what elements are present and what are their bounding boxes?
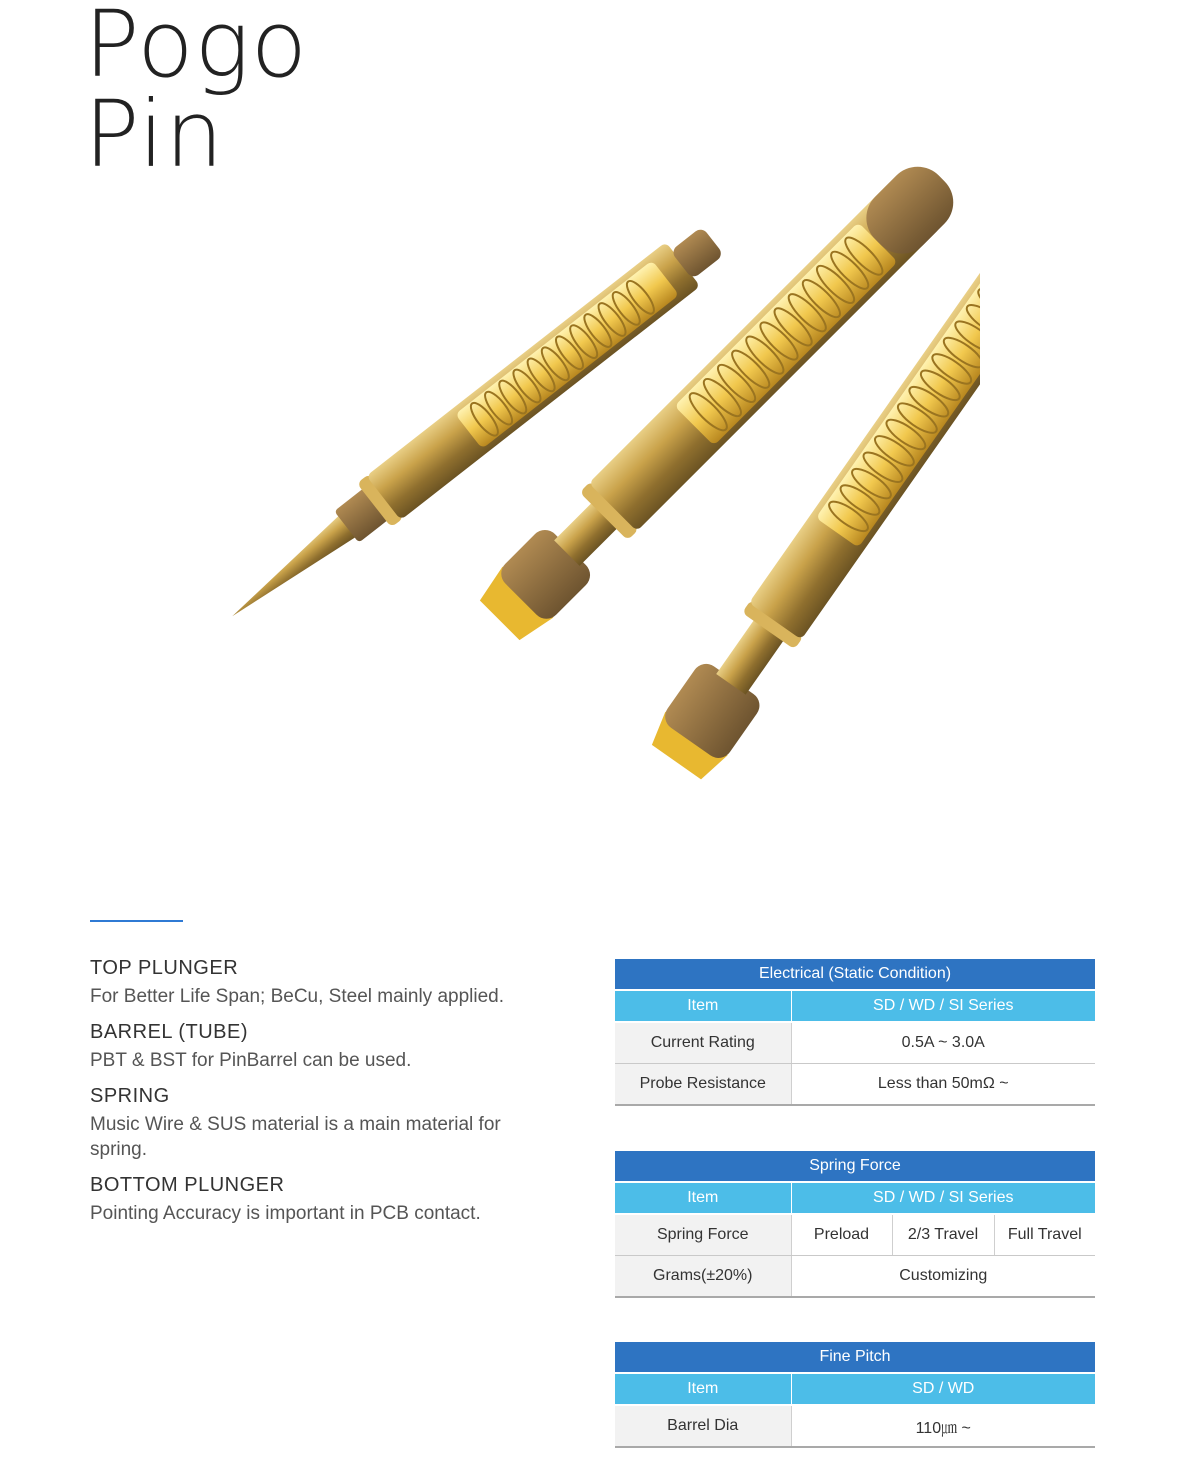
spec-barrel — [90, 1019, 560, 1073]
table-caption: Spring Force — [615, 1151, 1095, 1182]
spring-force-table — [615, 1151, 1095, 1298]
cell-preload: Preload — [791, 1214, 892, 1256]
cell-two-thirds-travel: 2/3 Travel — [892, 1214, 994, 1256]
spec-text: For Better Life Span; BeCu, Steel mainly applied. — [90, 986, 505, 1007]
table-caption: Electrical (Static Condition) — [615, 959, 1095, 990]
table-row — [615, 1256, 1095, 1298]
spec-text: Pointing Accuracy is important in PCB contact. — [90, 1203, 481, 1224]
pogo-pins-illustration — [200, 140, 980, 840]
column-header-series: SD / WD — [791, 1373, 1095, 1405]
spec-heading: BOTTOM PLUNGER — [90, 1174, 285, 1196]
row-label: Probe Resistance — [615, 1064, 791, 1106]
row-value: 110㎛ ~ — [791, 1405, 1095, 1447]
row-value: Customizing — [791, 1256, 1095, 1298]
column-header-series: SD / WD / SI Series — [791, 1182, 1095, 1214]
spec-list — [90, 955, 560, 1236]
column-header-item: Item — [615, 1182, 791, 1214]
spec-spring — [90, 1083, 560, 1162]
title-line-1: Pogo — [84, 0, 308, 98]
electrical-table — [615, 959, 1095, 1106]
spec-heading: TOP PLUNGER — [90, 957, 239, 979]
column-header-item: Item — [615, 990, 791, 1022]
spec-text: Music Wire & SUS material is a main material for spring. — [90, 1114, 501, 1160]
table-caption: Fine Pitch — [615, 1342, 1095, 1373]
table-row — [615, 1214, 1095, 1256]
cell-full-travel: Full Travel — [994, 1214, 1095, 1256]
spec-bottom-plunger — [90, 1172, 560, 1226]
spec-top-plunger — [90, 955, 560, 1009]
column-header-item: Item — [615, 1373, 791, 1405]
table-row — [615, 1022, 1095, 1064]
row-label: Current Rating — [615, 1022, 791, 1064]
accent-divider — [90, 920, 183, 922]
row-value: Less than 50mΩ ~ — [791, 1064, 1095, 1106]
row-label: Spring Force — [615, 1214, 791, 1256]
spec-heading: SPRING — [90, 1085, 170, 1107]
spec-heading: BARREL (TUBE) — [90, 1021, 249, 1043]
row-label: Grams(±20%) — [615, 1256, 791, 1298]
table-row — [615, 1064, 1095, 1106]
row-value: 0.5A ~ 3.0A — [791, 1022, 1095, 1064]
row-label: Barrel Dia — [615, 1405, 791, 1447]
title-line-2: Pin — [84, 81, 225, 188]
spec-text: PBT & BST for PinBarrel can be used. — [90, 1050, 412, 1071]
column-header-series: SD / WD / SI Series — [791, 990, 1095, 1022]
table-row — [615, 1405, 1095, 1447]
fine-pitch-table — [615, 1342, 1095, 1448]
